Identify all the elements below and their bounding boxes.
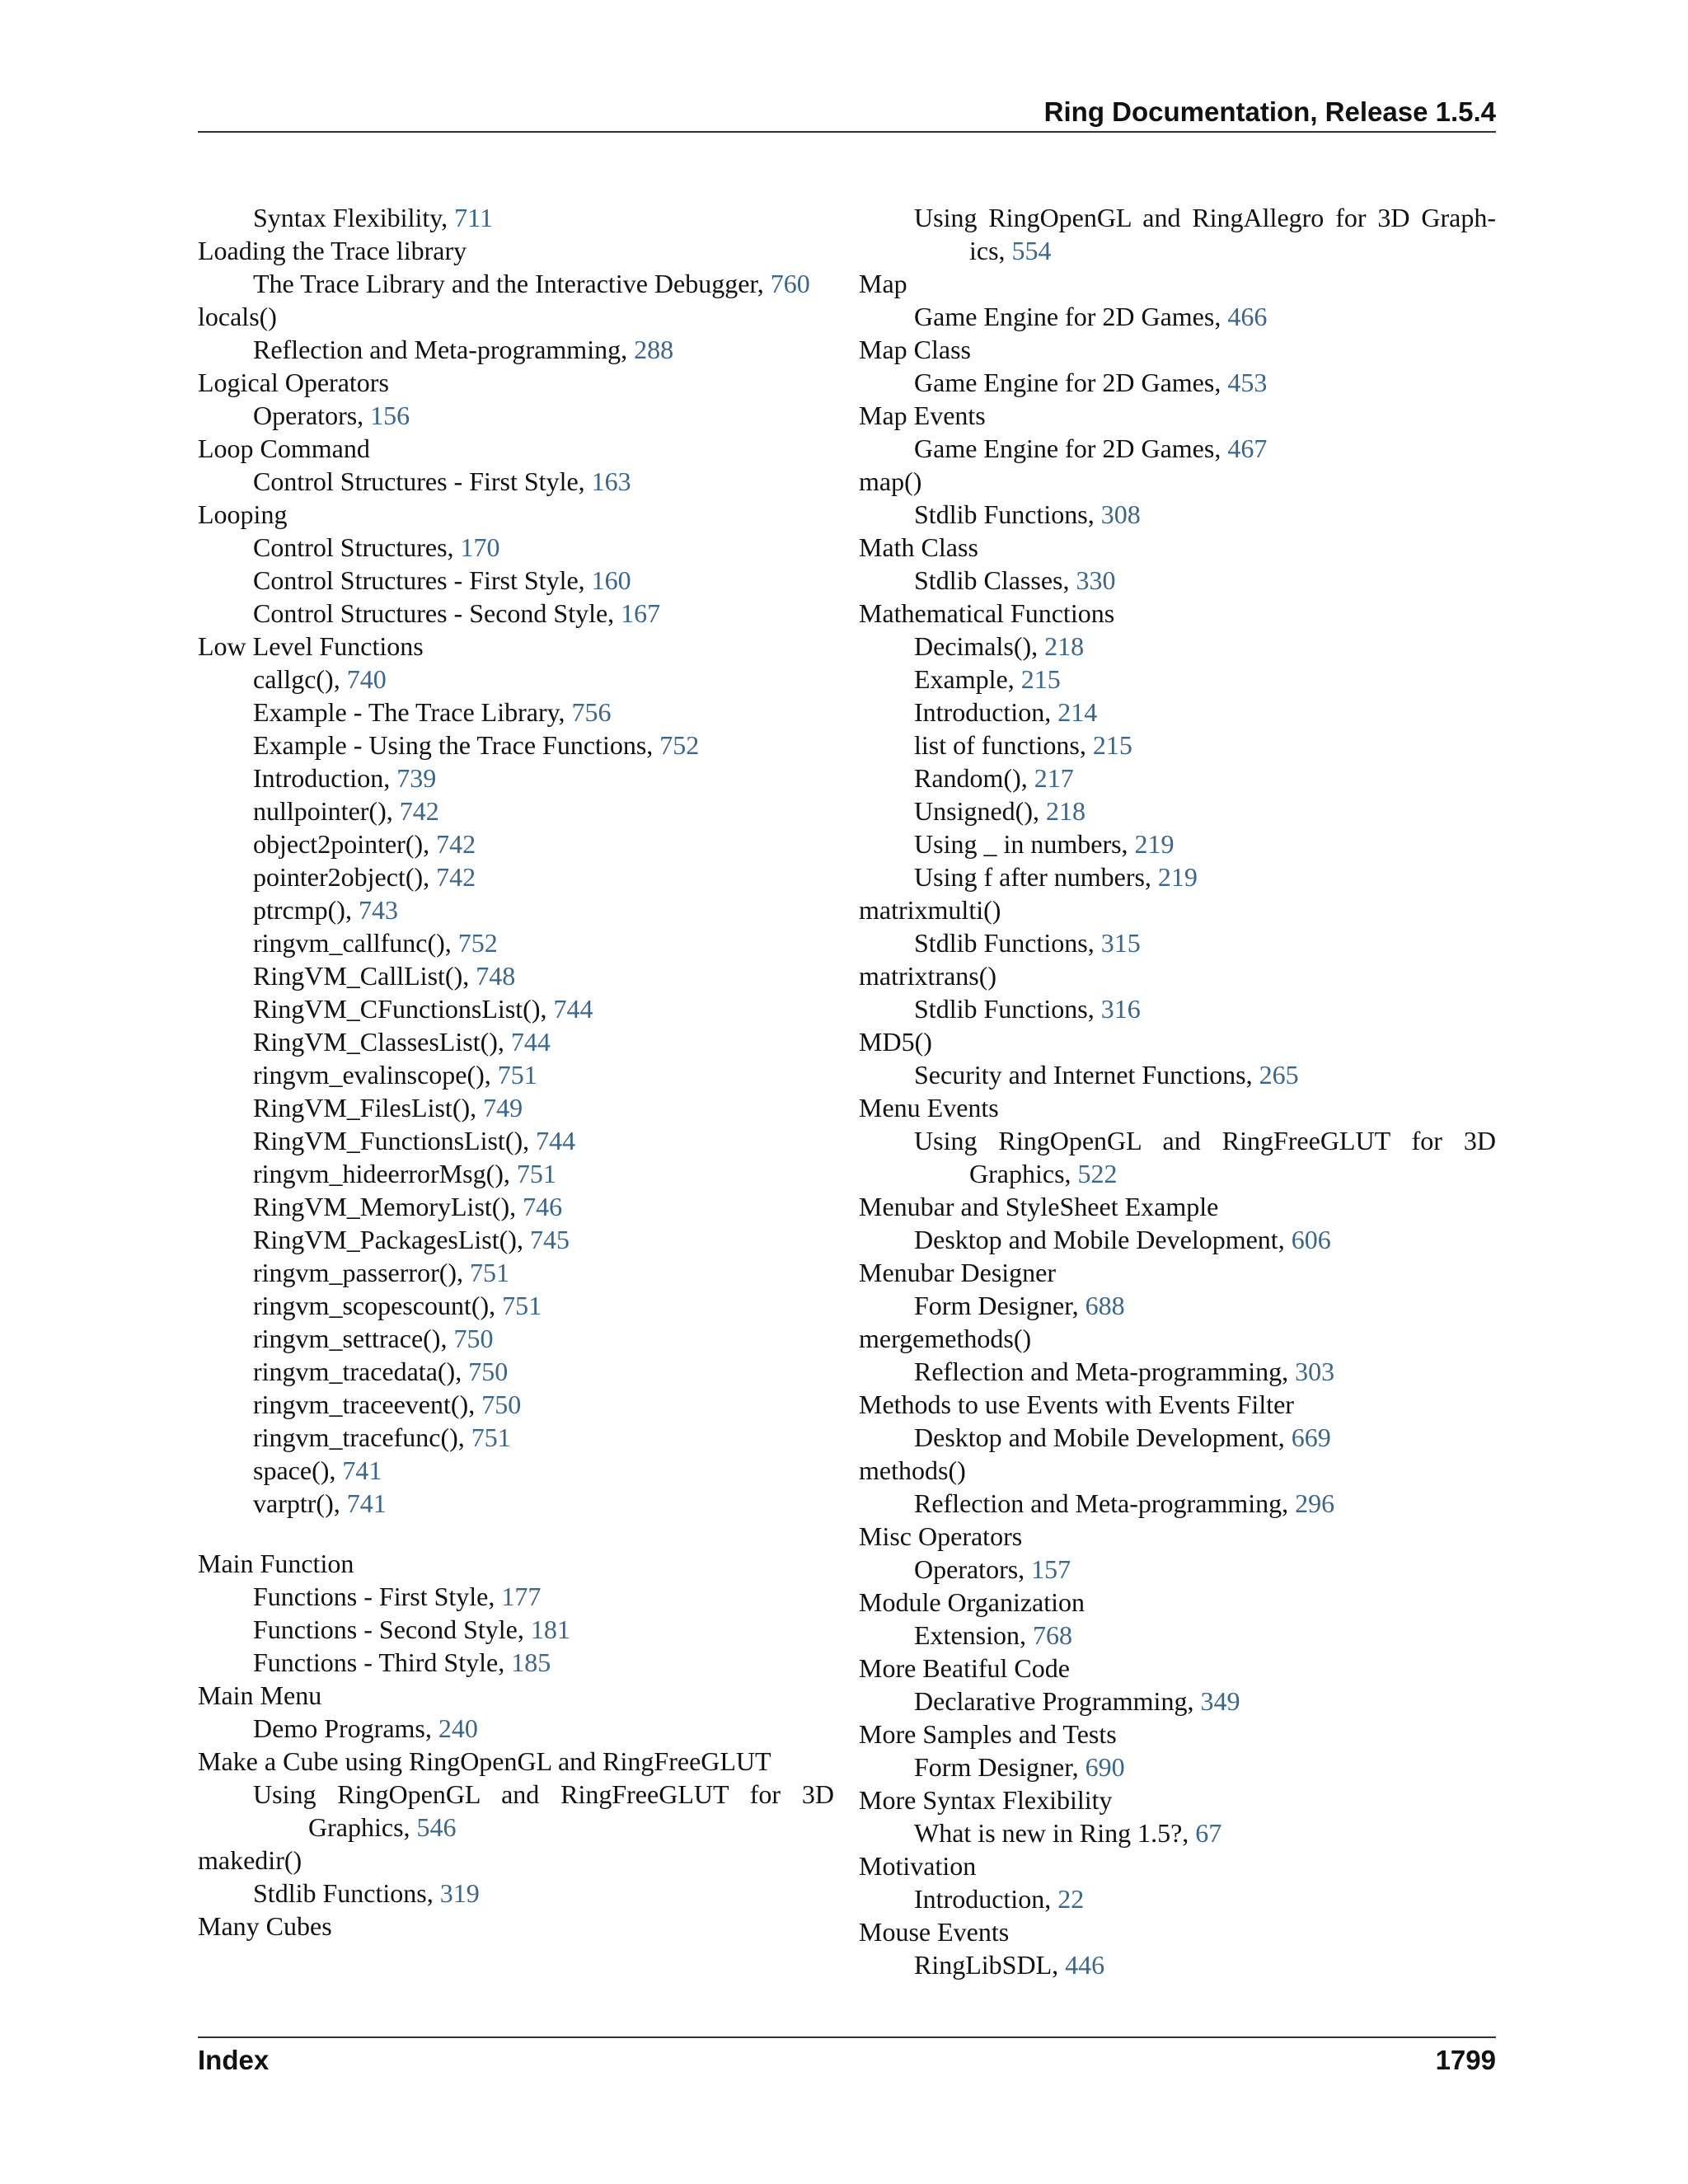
index-subentry	[859, 1816, 1496, 1849]
index-subentry	[859, 630, 1496, 663]
index-subentry	[859, 729, 1496, 762]
index-entry	[859, 1586, 1496, 1652]
index-subentry-label: Unsigned(),	[914, 796, 1046, 826]
index-subentry	[859, 794, 1496, 827]
index-subentry-label: Control Structures - First Style,	[253, 466, 592, 496]
index-subentry-label: Game Engine for 2D Games,	[914, 434, 1228, 463]
index-subentry	[198, 1355, 834, 1388]
index-subentry	[198, 1487, 834, 1520]
index-entry	[198, 1547, 834, 1679]
index-subentry	[198, 1580, 834, 1613]
index-subentry-label: RingVM_PackagesList(),	[253, 1225, 530, 1254]
index-term: map()	[859, 466, 922, 496]
index-subentry-label: Using RingOpenGL and RingFreeGLUT for 3D Graphics,	[914, 1126, 1496, 1188]
page-reference-link[interactable]: 219	[1134, 829, 1175, 859]
index-entry	[859, 1718, 1496, 1783]
index-subentry	[198, 267, 834, 300]
page-reference-link[interactable]: 214	[1057, 697, 1098, 727]
index-term: matrixmulti()	[859, 895, 1001, 925]
index-subentry	[859, 1223, 1496, 1256]
page-reference-link[interactable]: 711	[454, 203, 493, 232]
index-subentry-label: Reflection and Meta-programming,	[253, 335, 635, 364]
index-subentry	[198, 465, 834, 498]
index-subentry-label: RingVM_CFunctionsList(),	[253, 994, 554, 1024]
page-reference-link[interactable]: 690	[1085, 1752, 1125, 1782]
index-entry	[859, 1454, 1496, 1520]
index-column-right	[859, 201, 1496, 1981]
index-subentry-label: Introduction,	[914, 697, 1058, 727]
page-reference-link[interactable]: 466	[1227, 302, 1268, 331]
index-subentry-label: varptr(),	[253, 1488, 347, 1518]
index-entry	[859, 1783, 1496, 1849]
index-term: mergemethods()	[859, 1324, 1032, 1353]
index-subentry	[859, 1882, 1496, 1915]
index-term: Math Class	[859, 532, 978, 562]
index-subentry	[859, 1750, 1496, 1783]
index-term: Menubar Designer	[859, 1258, 1057, 1287]
index-subentry	[859, 992, 1496, 1025]
page-reference-link[interactable]: 743	[358, 895, 398, 925]
page-reference-link[interactable]: 215	[1092, 730, 1132, 760]
page-reference-link[interactable]: 739	[396, 763, 437, 793]
page-reference-link[interactable]: 219	[1157, 862, 1198, 892]
index-subentry-label: space(),	[253, 1455, 343, 1485]
index-term: More Samples and Tests	[859, 1719, 1117, 1749]
index-term: Misc Operators	[859, 1521, 1023, 1551]
page-reference-link[interactable]: 218	[1045, 796, 1085, 826]
index-subentry	[198, 597, 834, 630]
index-subentry	[859, 926, 1496, 959]
index-subentry-label: Demo Programs,	[253, 1713, 438, 1743]
index-subentry	[198, 1712, 834, 1745]
page-reference-link[interactable]: 741	[346, 1488, 387, 1518]
index-subentry-label: Example - Using the Trace Functions,	[253, 730, 660, 760]
index-subentry-label: Example - The Trace Library,	[253, 697, 572, 727]
page-reference-link[interactable]: 217	[1034, 763, 1074, 793]
index-subentry	[859, 564, 1496, 597]
index-entry	[198, 498, 834, 630]
index-term: Main Menu	[198, 1680, 322, 1710]
index-subentry	[198, 531, 834, 564]
page-reference-link[interactable]: 215	[1020, 664, 1061, 694]
index-subentry	[198, 1646, 834, 1679]
index-entry	[859, 465, 1496, 531]
index-subentry-label: Stdlib Functions,	[253, 1878, 440, 1908]
page-reference-link[interactable]: 751	[470, 1258, 510, 1287]
index-subentry	[198, 1322, 834, 1355]
page-reference-link[interactable]: 742	[436, 829, 476, 859]
index-entry	[859, 333, 1496, 399]
index-subentry	[198, 1124, 834, 1157]
index-term: Make a Cube using RingOpenGL and RingFreeGLUT	[198, 1746, 771, 1776]
page-reference-link[interactable]: 319	[439, 1878, 480, 1908]
index-subentry	[198, 1223, 834, 1256]
index-entry	[859, 1256, 1496, 1322]
page-reference-link[interactable]: 751	[502, 1291, 542, 1320]
index-subentry	[859, 1948, 1496, 1981]
index-subentry	[198, 794, 834, 827]
index-term: locals()	[198, 302, 277, 331]
page-reference-link[interactable]: 669	[1291, 1422, 1331, 1452]
index-subentry	[198, 1877, 834, 1910]
index-entry	[198, 630, 834, 1520]
index-subentry	[198, 893, 834, 926]
index-subentry	[859, 696, 1496, 729]
page-reference-link[interactable]: 744	[536, 1126, 576, 1155]
index-subentry-label: RingVM_ClassesList(),	[253, 1027, 511, 1057]
index-subentry-label: ringvm_callfunc(),	[253, 928, 458, 958]
index-subentry-label: Extension,	[914, 1620, 1033, 1650]
index-subentry	[859, 1685, 1496, 1718]
index-subentry-label: Security and Internet Functions,	[914, 1060, 1259, 1090]
index-subentry-label: RingVM_FilesList(),	[253, 1093, 484, 1122]
index-subentry	[859, 762, 1496, 794]
page-reference-link[interactable]: 181	[530, 1615, 570, 1644]
index-subentry-label: Control Structures,	[253, 532, 461, 562]
index-entry	[859, 1025, 1496, 1091]
index-subentry	[859, 663, 1496, 696]
page-reference-link[interactable]: 296	[1295, 1488, 1335, 1518]
index-subentry-label: Random(),	[914, 763, 1034, 793]
index-subentry	[198, 762, 834, 794]
index-subentry	[198, 1778, 834, 1844]
index-subentry-label: ringvm_evalinscope(),	[253, 1060, 498, 1090]
index-group-spacer	[198, 1520, 834, 1547]
index-subentry-label: Reflection and Meta-programming,	[914, 1488, 1296, 1518]
footer-rule	[198, 2036, 1496, 2038]
index-entry	[859, 893, 1496, 959]
index-subentry-label: Using RingOpenGL and RingFreeGLUT for 3D Graphics,	[253, 1779, 834, 1842]
index-subentry-label: Form Designer,	[914, 1291, 1085, 1320]
page-reference-link[interactable]: 752	[457, 928, 498, 958]
page-reference-link[interactable]: 446	[1065, 1950, 1105, 1980]
index-subentry-label: ringvm_traceevent(),	[253, 1390, 482, 1419]
index-entry	[859, 531, 1496, 597]
index-subentry	[859, 1355, 1496, 1388]
index-subentry-label: RingVM_MemoryList(),	[253, 1192, 523, 1221]
index-subentry	[198, 860, 834, 893]
index-subentry-label: Functions - First Style,	[253, 1582, 502, 1611]
index-subentry-label: Functions - Third Style,	[253, 1647, 512, 1677]
page-reference-link[interactable]: 467	[1227, 434, 1268, 463]
page-reference-link[interactable]: 163	[591, 466, 631, 496]
index-subentry-label: RingVM_CallList(),	[253, 961, 476, 991]
index-subentry-label: object2pointer(),	[253, 829, 437, 859]
running-header-title: Ring Documentation, Release 1.5.4	[1043, 96, 1496, 127]
index-subentry	[859, 1289, 1496, 1322]
page-reference-link[interactable]: 742	[399, 796, 439, 826]
index-subentry-label: Desktop and Mobile Development,	[914, 1422, 1292, 1452]
index-subentry-label: Decimals(),	[914, 631, 1045, 661]
page-reference-link[interactable]: 606	[1291, 1225, 1331, 1254]
page-reference-link[interactable]: 752	[659, 730, 700, 760]
index-subentry	[859, 1124, 1496, 1190]
index-term: More Beatiful Code	[859, 1653, 1070, 1683]
index-term: Motivation	[859, 1851, 977, 1881]
index-term: matrixtrans()	[859, 961, 997, 991]
index-subentry	[198, 926, 834, 959]
index-subentry	[859, 366, 1496, 399]
index-subentry	[198, 1058, 834, 1091]
index-entry	[198, 300, 834, 366]
index-term: Many Cubes	[198, 1911, 332, 1941]
index-subentry	[198, 333, 834, 366]
index-subentry-label: ringvm_tracefunc(),	[253, 1422, 471, 1452]
index-entry	[198, 1745, 834, 1844]
index-term: Map Class	[859, 335, 971, 364]
page-reference-link[interactable]: 742	[436, 862, 476, 892]
page-reference-link[interactable]: 288	[634, 335, 674, 364]
page-reference-link[interactable]: 744	[510, 1027, 551, 1057]
index-subentry	[198, 729, 834, 762]
index-subentry	[198, 1091, 834, 1124]
index-term: Loop Command	[198, 434, 370, 463]
index-term: Main Function	[198, 1549, 354, 1578]
index-subentry-label: Control Structures - Second Style,	[253, 598, 621, 628]
index-subentry-label: list of functions,	[914, 730, 1093, 760]
index-entry	[198, 234, 834, 300]
page-reference-link[interactable]: 308	[1100, 499, 1141, 529]
index-entry	[859, 1322, 1496, 1388]
page-reference-link[interactable]: 330	[1076, 565, 1116, 595]
page-reference-link[interactable]: 177	[501, 1582, 542, 1611]
page-reference-link[interactable]: 750	[453, 1324, 494, 1353]
page-reference-link[interactable]: 157	[1031, 1554, 1071, 1584]
index-subentry-label: Game Engine for 2D Games,	[914, 302, 1228, 331]
index-subentry-label: ringvm_hideerrorMsg(),	[253, 1159, 517, 1188]
page-reference-link[interactable]: 751	[471, 1422, 511, 1452]
index-term: Menu Events	[859, 1093, 999, 1122]
page-reference-link[interactable]: 745	[529, 1225, 570, 1254]
index-entry	[198, 201, 834, 234]
page-reference-link[interactable]: 751	[497, 1060, 537, 1090]
index-subentry	[198, 1454, 834, 1487]
page-reference-link[interactable]: 67	[1195, 1818, 1222, 1848]
page-reference-link[interactable]: 349	[1200, 1686, 1240, 1716]
page-reference-link[interactable]: 760	[770, 269, 810, 298]
footer-page-number: 1799	[1435, 2045, 1496, 2075]
index-subentry-label: Introduction,	[253, 763, 397, 793]
index-term: Menubar and StyleSheet Example	[859, 1192, 1219, 1221]
index-subentry-label: Stdlib Functions,	[914, 928, 1101, 958]
index-subentry-label: The Trace Library and the Interactive Debugger,	[253, 269, 771, 298]
index-subentry-label: Introduction,	[914, 1884, 1058, 1914]
index-subentry	[198, 1157, 834, 1190]
index-subentry-label: ptrcmp(),	[253, 895, 359, 925]
page-reference-link[interactable]: 218	[1044, 631, 1085, 661]
page-reference-link[interactable]: 744	[553, 994, 593, 1024]
page-reference-link[interactable]: 22	[1057, 1884, 1085, 1914]
page-reference-link[interactable]: 315	[1100, 928, 1141, 958]
index-subentry	[198, 1256, 834, 1289]
index-subentry	[859, 1487, 1496, 1520]
index-term: makedir()	[198, 1845, 302, 1875]
page-reference-link[interactable]: 751	[516, 1159, 556, 1188]
index-entry	[198, 1679, 834, 1745]
index-subentry	[859, 498, 1496, 531]
page-reference-link[interactable]: 748	[476, 961, 516, 991]
index-subentry-label: ringvm_settrace(),	[253, 1324, 454, 1353]
header-rule	[198, 131, 1496, 133]
index-entry	[859, 1915, 1496, 1981]
index-subentry-label: pointer2object(),	[253, 862, 437, 892]
index-subentry	[198, 1289, 834, 1322]
index-subentry-label: Desktop and Mobile Development,	[914, 1225, 1292, 1254]
index-subentry	[859, 827, 1496, 860]
page-reference-link[interactable]: 554	[1011, 236, 1052, 265]
index-subentry	[198, 663, 834, 696]
index-entry	[198, 432, 834, 498]
index-subentry-label: What is new in Ring 1.5?,	[914, 1818, 1196, 1848]
index-subentry-label: Syntax Flexibility,	[253, 203, 455, 232]
index-subentry-label: Control Structures - First Style,	[253, 565, 592, 595]
index-term: Map Events	[859, 401, 986, 430]
page-reference-link[interactable]: 160	[591, 565, 631, 595]
index-subentry	[198, 1190, 834, 1223]
index-subentry	[859, 1421, 1496, 1454]
index-entry	[198, 1910, 834, 1943]
index-subentry-label: Stdlib Classes,	[914, 565, 1076, 595]
page-reference-link[interactable]: 303	[1295, 1357, 1335, 1386]
page-reference-link[interactable]: 453	[1227, 368, 1268, 397]
index-subentry-label: Using f after numbers,	[914, 862, 1158, 892]
index-term: Mathematical Functions	[859, 598, 1115, 628]
index-term: Map	[859, 269, 907, 298]
index-subentry	[198, 201, 834, 234]
index-entry	[859, 267, 1496, 333]
page-reference-link[interactable]: 749	[483, 1093, 523, 1122]
page-reference-link[interactable]: 740	[346, 664, 387, 694]
index-subentry	[859, 1058, 1496, 1091]
index-subentry-label: Functions - Second Style,	[253, 1615, 531, 1644]
index-entry	[859, 1520, 1496, 1586]
page-reference-link[interactable]: 768	[1032, 1620, 1072, 1650]
page-reference-link[interactable]: 756	[571, 697, 612, 727]
page-reference-link[interactable]: 156	[370, 401, 410, 430]
index-subentry	[859, 201, 1496, 267]
page-reference-link[interactable]: 265	[1259, 1060, 1299, 1090]
page-reference-link[interactable]: 741	[342, 1455, 382, 1485]
index-subentry	[198, 1025, 834, 1058]
index-subentry-label: Operators,	[914, 1554, 1032, 1584]
page-reference-link[interactable]: 750	[481, 1390, 522, 1419]
index-entry	[198, 1844, 834, 1910]
index-subentry	[198, 696, 834, 729]
index-column-left	[198, 201, 834, 1943]
index-subentry-label: Operators,	[253, 401, 371, 430]
index-subentry-label: Game Engine for 2D Games,	[914, 368, 1228, 397]
index-subentry-label: callgc(),	[253, 664, 347, 694]
index-subentry-label: Declarative Programming,	[914, 1686, 1201, 1716]
index-entry	[198, 366, 834, 432]
index-entry	[859, 1388, 1496, 1454]
index-subentry-label: Stdlib Functions,	[914, 994, 1101, 1024]
index-subentry	[859, 1619, 1496, 1652]
index-entry	[859, 1652, 1496, 1718]
footer-section-label: Index	[198, 2045, 270, 2075]
index-term: Methods to use Events with Events Filter	[859, 1390, 1294, 1419]
index-subentry-label: Stdlib Functions,	[914, 499, 1101, 529]
index-subentry	[198, 564, 834, 597]
index-term: MD5()	[859, 1027, 932, 1057]
page-reference-link[interactable]: 522	[1077, 1159, 1118, 1188]
index-entry	[859, 1849, 1496, 1915]
index-subentry	[859, 300, 1496, 333]
index-term: Module Organization	[859, 1587, 1085, 1617]
index-subentry	[198, 959, 834, 992]
index-term: Low Level Functions	[198, 631, 424, 661]
index-entry	[859, 1190, 1496, 1256]
index-subentry	[198, 1421, 834, 1454]
index-subentry	[198, 399, 834, 432]
index-subentry-label: Using _ in numbers,	[914, 829, 1135, 859]
index-entry	[859, 399, 1496, 465]
index-subentry	[859, 860, 1496, 893]
index-term: More Syntax Flexibility	[859, 1785, 1113, 1815]
index-entry	[859, 201, 1496, 267]
page-reference-link[interactable]: 750	[468, 1357, 509, 1386]
index-subentry	[198, 1613, 834, 1646]
index-subentry	[859, 432, 1496, 465]
index-entry	[859, 597, 1496, 893]
index-subentry-label: ringvm_scopescount(),	[253, 1291, 503, 1320]
index-subentry	[198, 1388, 834, 1421]
page-reference-link[interactable]: 170	[460, 532, 500, 562]
index-term: Mouse Events	[859, 1917, 1010, 1947]
index-subentry-label: ringvm_tracedata(),	[253, 1357, 469, 1386]
index-entry	[859, 1091, 1496, 1190]
index-subentry-label: RingVM_FunctionsList(),	[253, 1126, 537, 1155]
index-term: Logical Operators	[198, 368, 389, 397]
page-reference-link[interactable]: 240	[438, 1713, 478, 1743]
index-subentry-label: Using RingOpenGL and RingAllegro for 3D Graph-ics,	[914, 203, 1496, 265]
index-term: methods()	[859, 1455, 966, 1485]
page-reference-link[interactable]: 316	[1100, 994, 1141, 1024]
page-reference-link[interactable]: 167	[621, 598, 661, 628]
page-reference-link[interactable]: 688	[1085, 1291, 1125, 1320]
index-entry	[859, 959, 1496, 1025]
page-reference-link[interactable]: 546	[416, 1812, 457, 1842]
index-term: Loading the Trace library	[198, 236, 467, 265]
index-subentry-label: Reflection and Meta-programming,	[914, 1357, 1296, 1386]
index-subentry	[198, 827, 834, 860]
page-reference-link[interactable]: 185	[511, 1647, 551, 1677]
index-subentry-label: nullpointer(),	[253, 796, 400, 826]
page-reference-link[interactable]: 746	[523, 1192, 563, 1221]
index-subentry-label: ringvm_passerror(),	[253, 1258, 471, 1287]
index-subentry-label: RingLibSDL,	[914, 1950, 1066, 1980]
index-term: Looping	[198, 499, 288, 529]
index-subentry	[859, 1553, 1496, 1586]
index-subentry-label: Example,	[914, 664, 1021, 694]
index-subentry-label: Form Designer,	[914, 1752, 1085, 1782]
index-subentry	[198, 992, 834, 1025]
